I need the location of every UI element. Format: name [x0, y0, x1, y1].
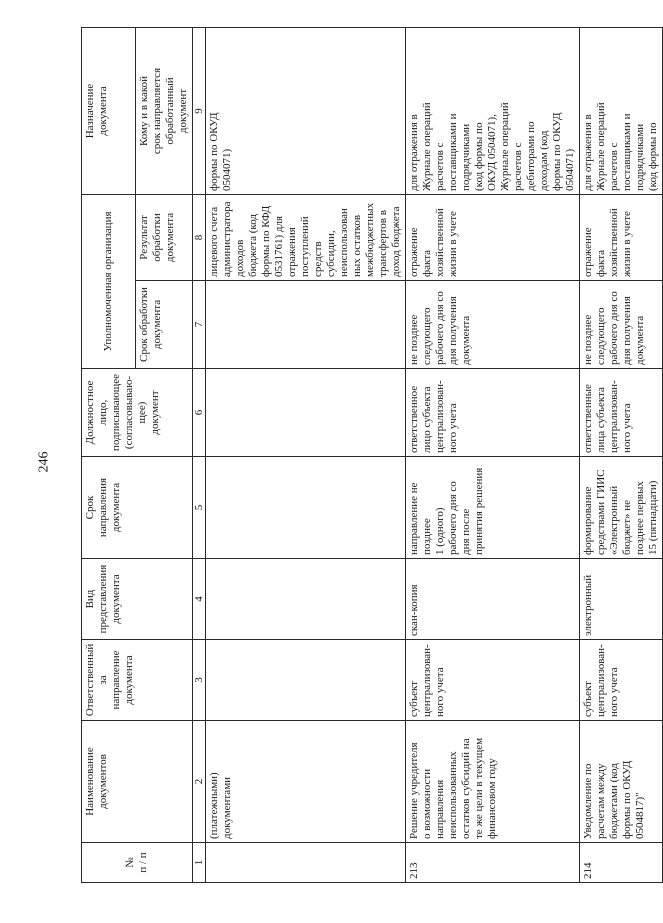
row-processing-result: отражение факта хозяйственной жизни в учете [406, 194, 580, 280]
header-processing-term: Срок обработки документа [136, 281, 193, 369]
column-number: 6 [193, 369, 206, 457]
header-responsible: Ответственный за направление документа [82, 640, 193, 721]
row-kind [206, 559, 406, 640]
table-row [206, 27, 406, 882]
row-name: (платежными) документами [206, 721, 406, 843]
column-number: 7 [193, 281, 206, 369]
column-number: 4 [193, 559, 206, 640]
row-no: 213 [406, 843, 580, 883]
column-number: 3 [193, 640, 206, 721]
row-recipient: для отражения в Журнале операций расчетов с поставщиками и подрядчиками (код формы по [580, 27, 663, 194]
rotated-table-wrapper [81, 28, 659, 883]
header-row-1 [82, 27, 136, 882]
column-number: 5 [193, 457, 206, 559]
table-row [406, 27, 580, 882]
row-processing-term: не позднее следующего рабочего дня со дня получения документа [406, 281, 580, 369]
column-number: 2 [193, 721, 206, 843]
row-deadline: формирование средствами ГИИС «Электронный бюджет» не позднее первых 15 (пятнадцати) [580, 457, 663, 559]
row-official: ответственные лица субъекта централизован- ного учета [580, 369, 663, 457]
header-official: Должностное лицо, подписывающее (согласовываю- щее) документ [82, 369, 193, 457]
row-official: ответственное лицо субъекта централизован- ного учета [406, 369, 580, 457]
row-official [206, 369, 406, 457]
row-deadline [206, 457, 406, 559]
column-number: 9 [193, 27, 206, 194]
row-kind: скан-копия [406, 559, 580, 640]
row-processing-term: не позднее следующего рабочего дня со дня получения документа [580, 281, 663, 369]
row-processing-result: лицевого счета администратора доходов бюджета (код формы по КФД 0531761) для отражения поступлений средств субсидии, неиспользован ных остатков межбюджетных трансфертов в доход бюджета [206, 194, 406, 280]
header-no: № п / п [82, 843, 193, 883]
row-name: Уведомление по расчетам между бюджетами (код формы по ОКУД 0504817)" [580, 721, 663, 843]
row-processing-result: отражение факта хозяйственной жизни в учете [580, 194, 663, 280]
row-responsible [206, 640, 406, 721]
row-kind: электронный [580, 559, 663, 640]
column-number-row [193, 27, 206, 882]
row-responsible: субъект централизован- ного учета [580, 640, 663, 721]
row-processing-term [206, 281, 406, 369]
header-processing-result: Результат обработки документа [136, 194, 193, 280]
column-number: 1 [193, 843, 206, 883]
header-authorized-org: Уполномоченная организация [82, 194, 136, 368]
table-row [580, 27, 663, 882]
row-responsible: субъект централизован- ного учета [406, 640, 580, 721]
row-name: Решение учредителя о возможности направления неиспользованных остатков субсидий на те же цели в текущем финансовом году [406, 721, 580, 843]
row-deadline: направление не позднее 1 (одного) рабочего дня со дня после принятия решения [406, 457, 580, 559]
row-no: 214 [580, 843, 663, 883]
header-deadline: Срок направления документа [82, 457, 193, 559]
page-number: 246 [36, 451, 52, 473]
row-recipient: для отражения в Журнале операций расчетов с поставщиками и подрядчиками (код формы по ОКУД 0504071), Журнале операций расчетов с дебиторами по доходам (код формы по ОКУД 0504071) [406, 27, 580, 194]
document-table [81, 27, 663, 883]
column-number: 8 [193, 194, 206, 280]
row-recipient: формы по ОКУД 0504071) [206, 27, 406, 194]
header-name: Наименование документов [82, 721, 193, 843]
header-recipient: Кому и в какой срок направляется обработанный документ [136, 27, 193, 194]
header-purpose: Назначение документа [82, 27, 136, 194]
row-no [206, 843, 406, 883]
header-kind: Вид представления документа [82, 559, 193, 640]
